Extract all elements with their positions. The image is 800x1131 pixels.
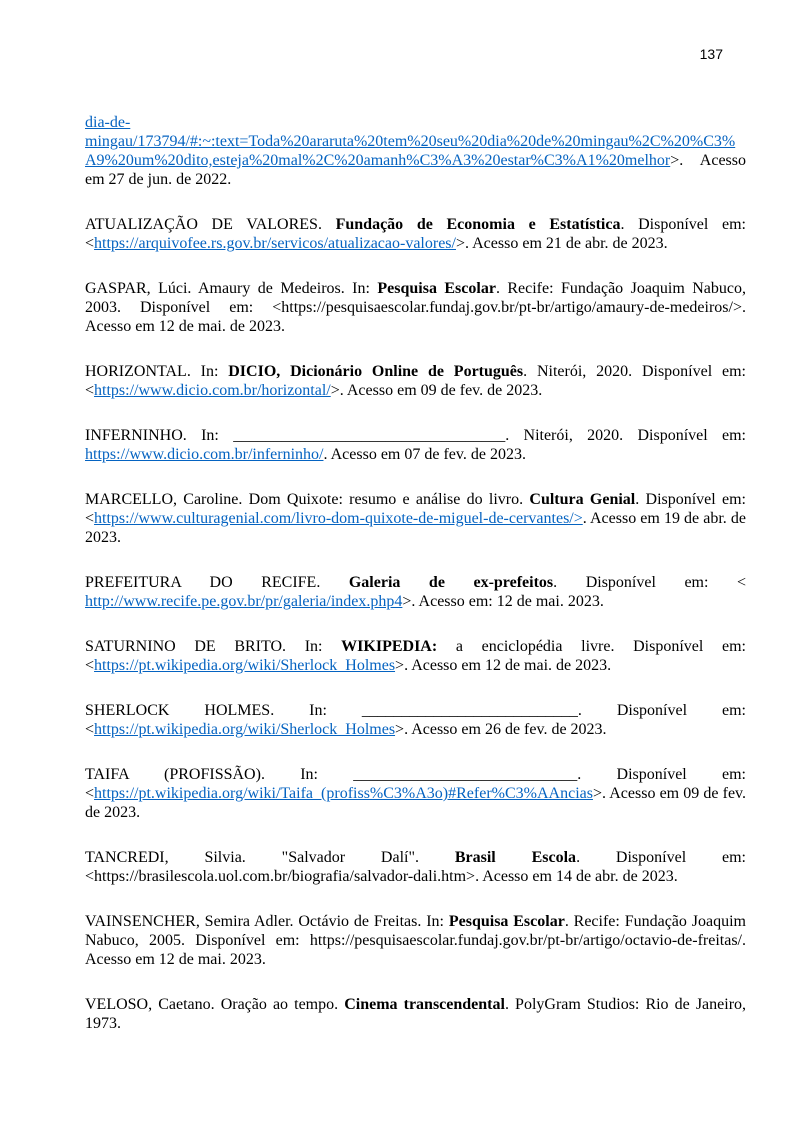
reference-text: VAINSENCHER, Semira Adler. Octávio de Freitas. In:	[85, 913, 449, 930]
reference-text: GASPAR, Lúci. Amaury de Medeiros. In:	[85, 280, 378, 297]
reference-title: Galeria de ex-prefeitos	[348, 574, 554, 591]
reference-text: a enciclopédia livre. Disponível em: <	[85, 638, 747, 674]
reference-text: . Disponível em: <	[85, 491, 746, 527]
reference-entry	[85, 637, 746, 675]
reference-title: Pesquisa Escolar	[448, 913, 565, 930]
reference-link[interactable]: https://www.dicio.com.br/inferninho/	[85, 446, 324, 463]
reference-text: . Niterói, 2020. Disponível em: <	[85, 363, 746, 399]
reference-text: SATURNINO DE BRITO. In:	[85, 638, 342, 655]
reference-entry	[85, 490, 746, 547]
reference-text: >. Acesso em 09 de fev. de 2023.	[330, 382, 543, 399]
reference-entry	[85, 701, 746, 739]
reference-link[interactable]: http://www.recife.pe.gov.br/pr/galeria/index.php4	[85, 593, 403, 610]
reference-link[interactable]: mingau/173794/#:~:text=Toda%20araruta%20tem%20seu%20dia%20de%20mingau%2C%20%C3%A9%20um%20dito,esteja%20mal%2C%20amanh%C3%A3%20estar%C3%A1%20melhor	[85, 133, 736, 169]
reference-link[interactable]: https://www.culturagenial.com/livro-dom-quixote-de-miguel-de-cervantes/>	[94, 510, 583, 527]
reference-link[interactable]: dia-de-	[85, 114, 131, 131]
reference-entry	[85, 426, 746, 464]
reference-text: INFERNINHO. In:	[85, 427, 234, 444]
reference-entry	[85, 113, 746, 189]
reference-text: >. Acesso em 12 de mai. de 2023.	[395, 657, 612, 674]
reference-text: >. Acesso em 21 de abr. de 2023.	[455, 235, 668, 252]
reference-entry	[85, 995, 746, 1033]
reference-text: . Acesso em 19 de abr. de 2023.	[85, 510, 746, 546]
reference-entry	[85, 573, 746, 611]
reference-text: __________________________________	[233, 427, 506, 444]
page-number: 137	[699, 46, 723, 62]
references-list	[85, 113, 746, 1033]
reference-text: >. Acesso em 27 de jun. de 2022.	[85, 152, 746, 188]
reference-link[interactable]: https://pt.wikipedia.org/wiki/Sherlock_Holmes	[94, 657, 396, 674]
reference-text: . Niterói, 2020. Disponível em:	[505, 427, 746, 444]
reference-text: . Acesso em 07 de fev. de 2023.	[323, 446, 526, 463]
reference-entry	[85, 912, 746, 969]
reference-text: ____________________________	[353, 766, 578, 783]
reference-entry	[85, 279, 746, 336]
reference-link[interactable]: https://arquivofee.rs.gov.br/servicos/atualizacao-valores/	[94, 235, 456, 252]
reference-text: >. Acesso em 09 de fev. de 2023.	[85, 785, 746, 821]
reference-text: . Disponível em: <	[85, 766, 746, 802]
reference-entry	[85, 215, 746, 253]
reference-link[interactable]: https://www.dicio.com.br/horizontal/	[94, 382, 331, 399]
reference-text: . Disponível em: <	[85, 216, 746, 252]
reference-text: . PolyGram Studios: Rio de Janeiro, 1973.	[85, 996, 747, 1032]
reference-title: WIKIPEDIA:	[341, 638, 438, 655]
reference-text: . Disponível em: <	[85, 702, 746, 738]
reference-text: . Disponível em: <	[553, 574, 747, 591]
reference-text: HORIZONTAL. In:	[85, 363, 229, 380]
reference-text: >. Acesso em: 12 de mai. 2023.	[402, 593, 604, 610]
reference-text: MARCELLO, Caroline. Dom Quixote: resumo e análise do livro.	[85, 491, 530, 508]
reference-title: Cinema transcendental	[344, 996, 505, 1013]
reference-text: TAIFA (PROFISSÃO). In:	[85, 766, 354, 783]
reference-title: Brasil Escola	[454, 849, 577, 866]
reference-text: ATUALIZAÇÃO DE VALORES.	[85, 216, 336, 233]
reference-entry	[85, 362, 746, 400]
reference-text: . Recife: Fundação Joaquim Nabuco, 2003. Disponível em: <https://pesquisaescolar.fundaj.gov.br/pt-br/artigo/amaury-de-medeiros/>. Acesso em 12 de mai. de 2023.	[85, 280, 747, 335]
reference-entry	[85, 765, 746, 822]
reference-text: >. Acesso em 26 de fev. de 2023.	[395, 721, 607, 738]
reference-title: Pesquisa Escolar	[377, 280, 496, 297]
reference-text: . Recife: Fundação Joaquim Nabuco, 2005. Disponível em: https://pesquisaescolar.fundaj.gov.br/pt-br/artigo/octavio-de-freitas/. Acesso em 12 de mai. 2023.	[85, 913, 746, 968]
reference-title: DICIO, Dicionário Online de Português	[228, 363, 524, 380]
reference-text: ___________________________	[361, 702, 578, 719]
reference-text: SHERLOCK HOLMES. In:	[85, 702, 362, 719]
reference-link[interactable]: https://pt.wikipedia.org/wiki/Taifa_(profiss%C3%A3o)#Refer%C3%AAncias	[94, 785, 593, 802]
reference-title: Fundação de Economia e Estatística	[335, 216, 621, 233]
reference-text: VELOSO, Caetano. Oração ao tempo.	[85, 996, 345, 1013]
reference-text: . Disponível em: <https://brasilescola.uol.com.br/biografia/salvador-dali.htm>. Acesso em 14 de abr. de 2023.	[85, 849, 746, 885]
reference-link[interactable]: https://pt.wikipedia.org/wiki/Sherlock_Holmes	[94, 721, 396, 738]
reference-entry	[85, 848, 746, 886]
reference-text: TANCREDI, Silvia. "Salvador Dalí".	[85, 849, 455, 866]
reference-title: Cultura Genial	[529, 491, 636, 508]
reference-text: PREFEITURA DO RECIFE.	[85, 574, 349, 591]
